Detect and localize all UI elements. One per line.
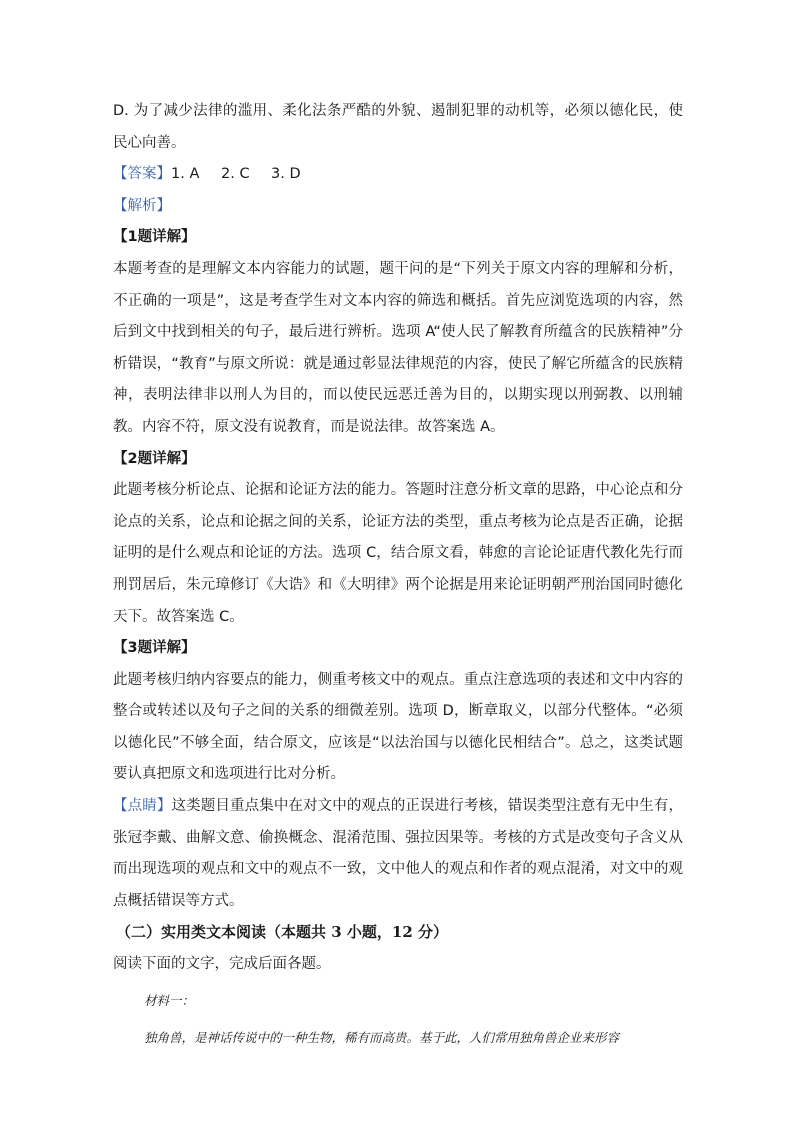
q1-explanation: 本题考查的是理解文本内容能力的试题，题干问的是“下列关于原文内容的理解和分析，不正确的一项是”，这是考查学生对文本内容的筛选和概括。首先应浏览选项的内容，然后到文中找到相关的句子，最后进行辨析。选项 A“使人民了解教育所蕴含的民族精神”分析错误，“教育”与原文所说：就是通过彰显法律规范的内容，使民了解它所蕴含的民族精神，表明法律非以刑人为目的，而以使民远恶迁善为目的，以期实现以刑弼教、以刑辅教。内容不符，原文没有说教育，而是说法律。故答案选 A。 bbox=[113, 260, 683, 435]
q3-label: 【3题详解】 bbox=[113, 640, 196, 657]
answer-item-3: 3. D bbox=[271, 166, 301, 183]
answer-item-1: 1. A bbox=[171, 166, 200, 183]
material-1-title: 材料一： bbox=[144, 992, 195, 1008]
tip-text: 这类题目重点集中在对文中的观点的正误进行考核，错误类型注意有无中生有，张冠李戴、曲解文意、偷换概念、混淆范围、强拉因果等。考核的方式是改变句子含义从而出现选项的观点和文中的观点不一致，文中他人的观点和作者的观点混淆，对文中的观点概括错误等方式。 bbox=[113, 798, 684, 909]
answer-label: 【答案】 bbox=[113, 166, 171, 183]
analysis-label: 【解析】 bbox=[113, 197, 171, 214]
tip-paragraph bbox=[113, 791, 683, 917]
tip-label: 【点睛】 bbox=[113, 798, 172, 815]
section-2-title: （二）实用类文本阅读（本题共 3 小题，12 分） bbox=[116, 923, 448, 942]
answer-line bbox=[113, 159, 683, 191]
material-1-text: 独角兽，是神话传说中的一种生物，稀有而高贵。基于此，人们常用独角兽企业来形容 bbox=[144, 1029, 620, 1045]
option-d-text: D. 为了减少法律的滥用、柔化法条严酷的外貌、遏制犯罪的动机等，必须以德化民，使民心向善。 bbox=[113, 103, 683, 151]
q2-label: 【2题详解】 bbox=[113, 450, 196, 467]
answer-item-2: 2. C bbox=[221, 166, 250, 183]
section-2-instruction: 阅读下面的文字，完成后面各题。 bbox=[113, 956, 331, 973]
q1-label: 【1题详解】 bbox=[113, 229, 196, 246]
page-content bbox=[113, 96, 683, 1056]
q2-explanation: 此题考核分析论点、论据和论证方法的能力。答题时注意分析文章的思路，中心论点和分论点的关系，论点和论据之间的关系，论证方法的类型，重点考核为论点是否正确，论据证明的是什么观点和论证的方法。选项 C，结合原文看，韩愈的言论论证唐代教化先行而刑罚居后，朱元璋修订《大诰》和《大明律》两个论据是用来论证明朝严刑治国同时德化天下。故答案选 C。 bbox=[113, 482, 683, 625]
q3-explanation: 此题考核归纳内容要点的能力，侧重考核文中的观点。重点注意选项的表述和文中内容的整合或转述以及句子之间的关系的细微差别。选项 D，断章取义，以部分代整体。“必须以德化民”不够全面，结合原文，应该是“以法治国与以德化民相结合”。总之，这类试题要认真把原文和选项进行比对分析。 bbox=[113, 671, 683, 783]
